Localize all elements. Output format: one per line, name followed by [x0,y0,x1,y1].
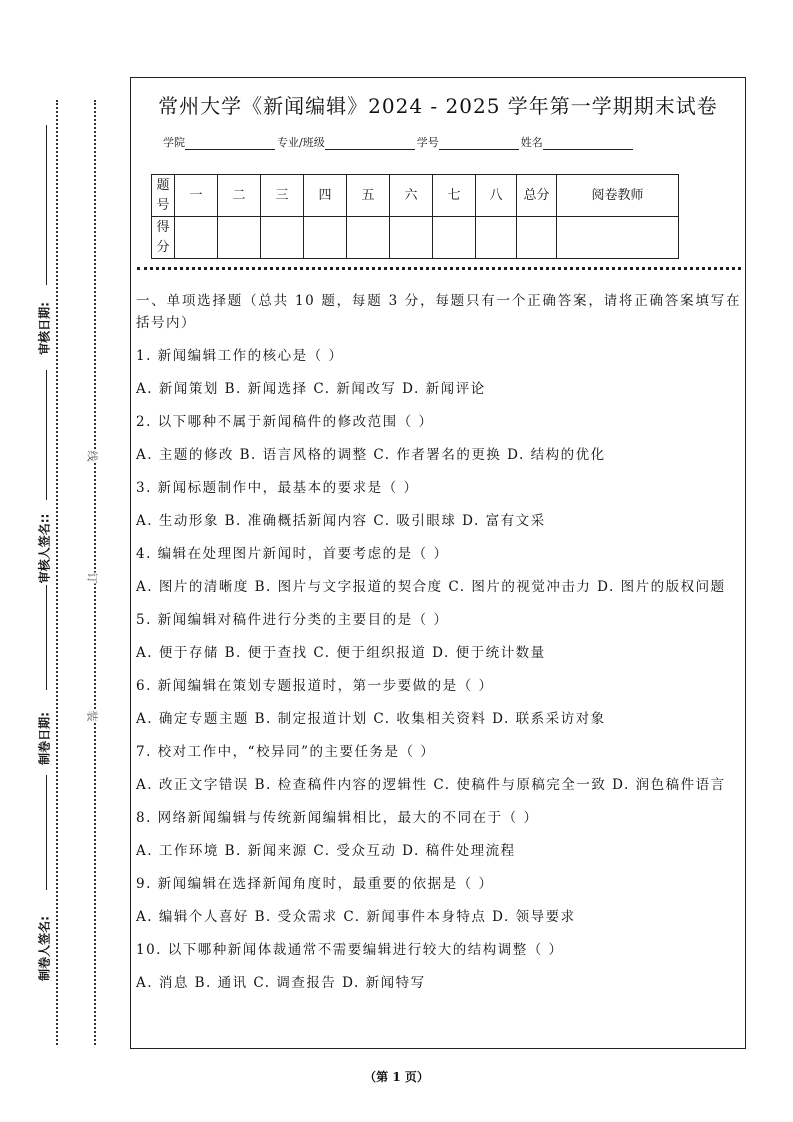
major-label: 专业/班级 [277,136,325,149]
header-cell: 阅卷教师 [557,175,679,217]
section-heading: 一、单项选择题（总共 10 题，每题 3 分，每题只有一个正确答案，请将正确答案填写在括号内） [136,293,741,331]
student-id-label: 学号 [416,136,439,149]
college-label: 学院 [163,136,185,149]
name-label: 姓名 [520,136,543,149]
review-date-line [46,125,47,285]
question-section [136,290,741,1005]
dotted-separator [137,267,741,270]
page-number: （第 1 页） [364,1070,429,1084]
header-cell: 总分 [517,175,557,217]
question-options: A. 便于存储 B. 便于查找 C. 便于组织报道 D. 便于统计数量 [136,645,546,661]
student-info [163,134,635,150]
question-text: 8. 网络新闻编辑与传统新闻编辑相比，最大的不同在于（ ） [136,810,539,826]
score-table-header [152,175,679,217]
question-text: 2. 以下哪种不属于新闻稿件的修改范围（ ） [136,414,434,430]
paper-maker-signature-line [46,775,47,890]
question-options: A. 生动形象 B. 准确概括新闻内容 C. 吸引眼球 D. 富有文采 [136,513,546,529]
header-cell: 二 [218,175,261,217]
question-options: A. 工作环境 B. 新闻来源 C. 受众互动 D. 稿件处理流程 [136,843,516,859]
score-cell[interactable] [347,217,390,259]
question-options: A. 图片的清晰度 B. 图片与文字报道的契合度 C. 图片的视觉冲击力 D. 图片的版权问题 [136,579,726,595]
reviewer-signature-label: 审核人签名:: [37,513,52,584]
college-field[interactable] [185,137,275,150]
question-options: A. 主题的修改 B. 语言风格的调整 C. 作者署名的更换 D. 结构的优化 [136,447,606,463]
binding-mark-ding: 订 [85,572,99,584]
header-cell: 四 [304,175,347,217]
question-text: 5. 新闻编辑对稿件进行分类的主要目的是（ ） [136,612,449,628]
score-cell[interactable] [476,217,517,259]
score-cell[interactable] [557,217,679,259]
question-options: A. 改正文字错误 B. 检查稿件内容的逻辑性 C. 使稿件与原稿完全一致 D. 润色稿件语言 [136,777,726,793]
score-cell[interactable] [433,217,476,259]
paper-date-line [46,585,47,690]
score-cell[interactable] [304,217,347,259]
score-cell[interactable] [175,217,218,259]
exam-frame [130,77,746,1049]
score-cell[interactable] [517,217,557,259]
student-id-field[interactable] [439,137,519,150]
question-text: 3. 新闻标题制作中，最基本的要求是（ ） [136,480,419,496]
question-text: 6. 新闻编辑在策划专题报道时，第一步要做的是（ ） [136,678,494,694]
reviewer-signature-line [46,370,47,500]
binding-mark-zhuang: 装 [85,710,99,722]
score-cell[interactable] [261,217,304,259]
paper-maker-signature-label: 制卷人签名: [37,916,52,981]
question-options: A. 新闻策划 B. 新闻选择 C. 新闻改写 D. 新闻评论 [136,381,486,397]
name-field[interactable] [543,137,633,150]
question-options: A. 确定专题主题 B. 制定报道计划 C. 收集相关资料 D. 联系采访对象 [136,711,606,727]
score-table [151,174,679,259]
score-cell[interactable] [218,217,261,259]
question-options: A. 编辑个人喜好 B. 受众需求 C. 新闻事件本身特点 D. 领导要求 [136,909,576,925]
score-cell[interactable] [390,217,433,259]
page-title: 常州大学《新闻编辑》2024 - 2025 学年第一学期期末试卷 [158,94,718,118]
margin-dotted-line-outer [56,100,58,1045]
score-table-row [152,217,679,259]
header-cell: 三 [261,175,304,217]
paper-date-label: 制卷日期: [37,712,52,765]
header-cell: 六 [390,175,433,217]
review-date-label: 审核日期: [37,302,52,355]
header-cell: 八 [476,175,517,217]
question-text: 9. 新闻编辑在选择新闻角度时，最重要的依据是（ ） [136,876,494,892]
major-field[interactable] [325,137,415,150]
question-text: 10. 以下哪种新闻体裁通常不需要编辑进行较大的结构调整（ ） [136,942,564,958]
question-text: 1. 新闻编辑工作的核心是（ ） [136,348,344,364]
question-text: 4. 编辑在处理图片新闻时，首要考虑的是（ ） [136,546,449,562]
question-text: 7. 校对工作中，“校异同”的主要任务是（ ） [136,744,436,760]
header-cell: 七 [433,175,476,217]
header-cell: 一 [175,175,218,217]
question-options: A. 消息 B. 通讯 C. 调查报告 D. 新闻特写 [136,975,426,991]
binding-mark-line: 线 [85,450,99,462]
header-cell: 题号 [152,175,175,217]
row-label: 得分 [152,217,175,259]
header-cell: 五 [347,175,390,217]
